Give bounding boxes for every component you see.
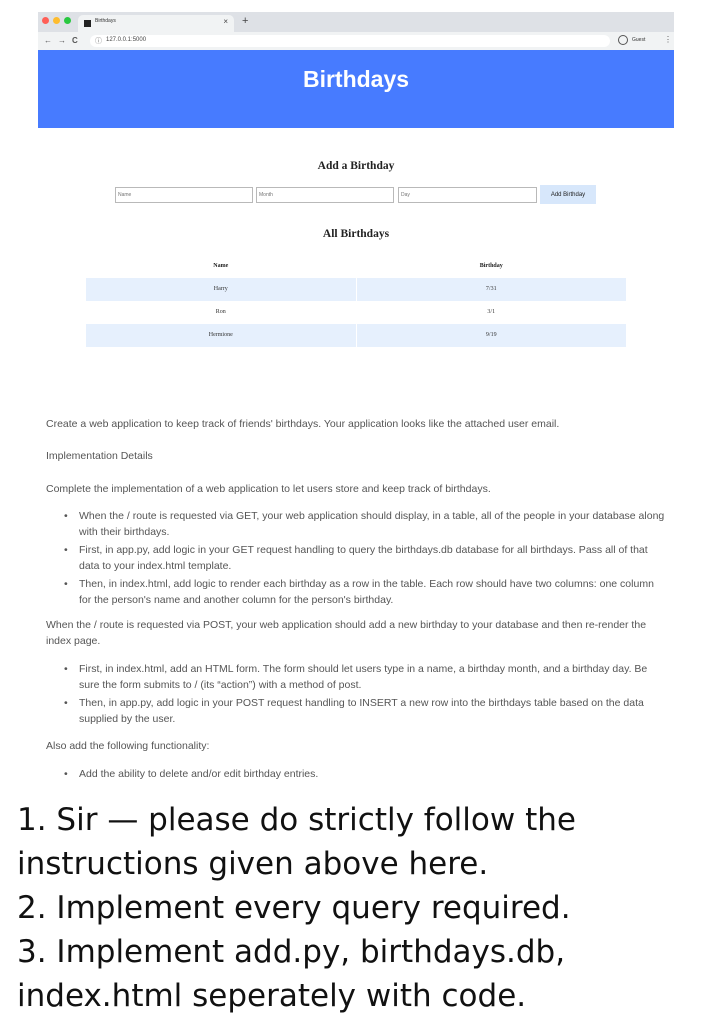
get-requirements-list [46,508,666,610]
name-cell: Hermione [86,324,357,347]
table-header-row [86,255,626,278]
month-input[interactable] [256,187,394,203]
add-birthday-button[interactable]: Add Birthday [540,185,596,204]
implementation-heading: Implementation Details [46,450,153,462]
page-header [38,50,674,128]
day-input[interactable] [398,187,537,203]
info-icon: ⓘ [95,38,102,45]
close-tab-icon[interactable]: × [223,17,228,26]
tab-title: Birthdays [95,18,116,24]
intro-paragraph: Create a web application to keep track of friends' birthdays. Your application looks like the attached user email. [46,418,560,430]
table-row [86,278,626,301]
post-requirements-list [46,661,666,729]
browser-chrome [38,12,674,50]
birthday-cell: 3/1 [487,309,496,315]
close-window-button[interactable] [42,17,49,24]
back-icon[interactable]: ← [44,36,52,45]
complete-paragraph: Complete the implementation of a web application to let users store and keep track of birthdays. [46,483,491,495]
table-row [86,301,626,324]
instruction-line: 3. Implement add.py, birthdays.db, index.html seperately with code. [17,934,566,1014]
url-text: 127.0.0.1:5000 [106,37,147,43]
maximize-window-button[interactable] [64,17,71,24]
list-item: • First, in index.html, add an HTML form. The form should let users type in a name, a birthday month, and a birthday day. Be sure the form submits to / (its “action”) with a method of post. [46,661,666,693]
menu-icon[interactable]: ⋮ [664,35,672,44]
post-paragraph: When the / route is requested via POST, your web application should add a new birthday to your database and then re-render the index page. [46,619,647,647]
column-header-birthday: Birthday [479,263,503,269]
all-birthdays-heading: All Birthdays [322,228,390,240]
name-cell: Harry [86,278,357,301]
list-item: • When the / route is requested via GET, your web application should display, in a table, all of the people in your database along with their birthdays. [46,508,666,540]
also-paragraph: Also add the following functionality: [46,740,210,752]
extra-requirements-list [46,766,666,784]
list-item: • Add the ability to delete and/or edit birthday entries. [46,766,666,782]
forward-icon[interactable]: → [58,36,66,45]
new-tab-button[interactable]: + [242,15,249,27]
profile-label[interactable]: Guest [632,37,646,43]
instruction-line: 2. Implement every query required. [17,890,571,926]
page-icon [84,20,91,27]
column-header-name: Name [86,255,357,278]
page-title: Birthdays [302,66,410,92]
birthdays-table [86,255,626,347]
tab-bar [38,12,674,32]
name-input[interactable] [115,187,253,203]
name-cell: Ron [86,301,357,324]
minimize-window-button[interactable] [53,17,60,24]
list-item: • Then, in index.html, add logic to render each birthday as a row in the table. Each row should have two columns: one column for the person's name and another column for the person's birthday. [46,576,666,608]
birthday-cell: 7/31 [485,286,497,292]
window-controls [42,17,71,24]
profile-icon[interactable] [618,35,628,45]
birthday-cell: 9/19 [485,332,497,338]
instruction-line: 1. Sir — please do strictly follow the instructions given above here. [17,802,576,882]
browser-tab[interactable] [78,15,234,32]
list-item: • Then, in app.py, add logic in your POST request handling to INSERT a new row into the birthdays table based on the data supplied by the user. [46,695,666,727]
table-row [86,324,626,347]
reload-icon[interactable]: C [72,36,78,45]
list-item: • First, in app.py, add logic in your GET request handling to query the birthdays.db database for all birthdays. Pass all of that data to your index.html template. [46,542,666,574]
address-bar[interactable] [90,35,610,47]
add-birthday-heading: Add a Birthday [317,160,395,172]
address-bar-row [38,32,674,50]
